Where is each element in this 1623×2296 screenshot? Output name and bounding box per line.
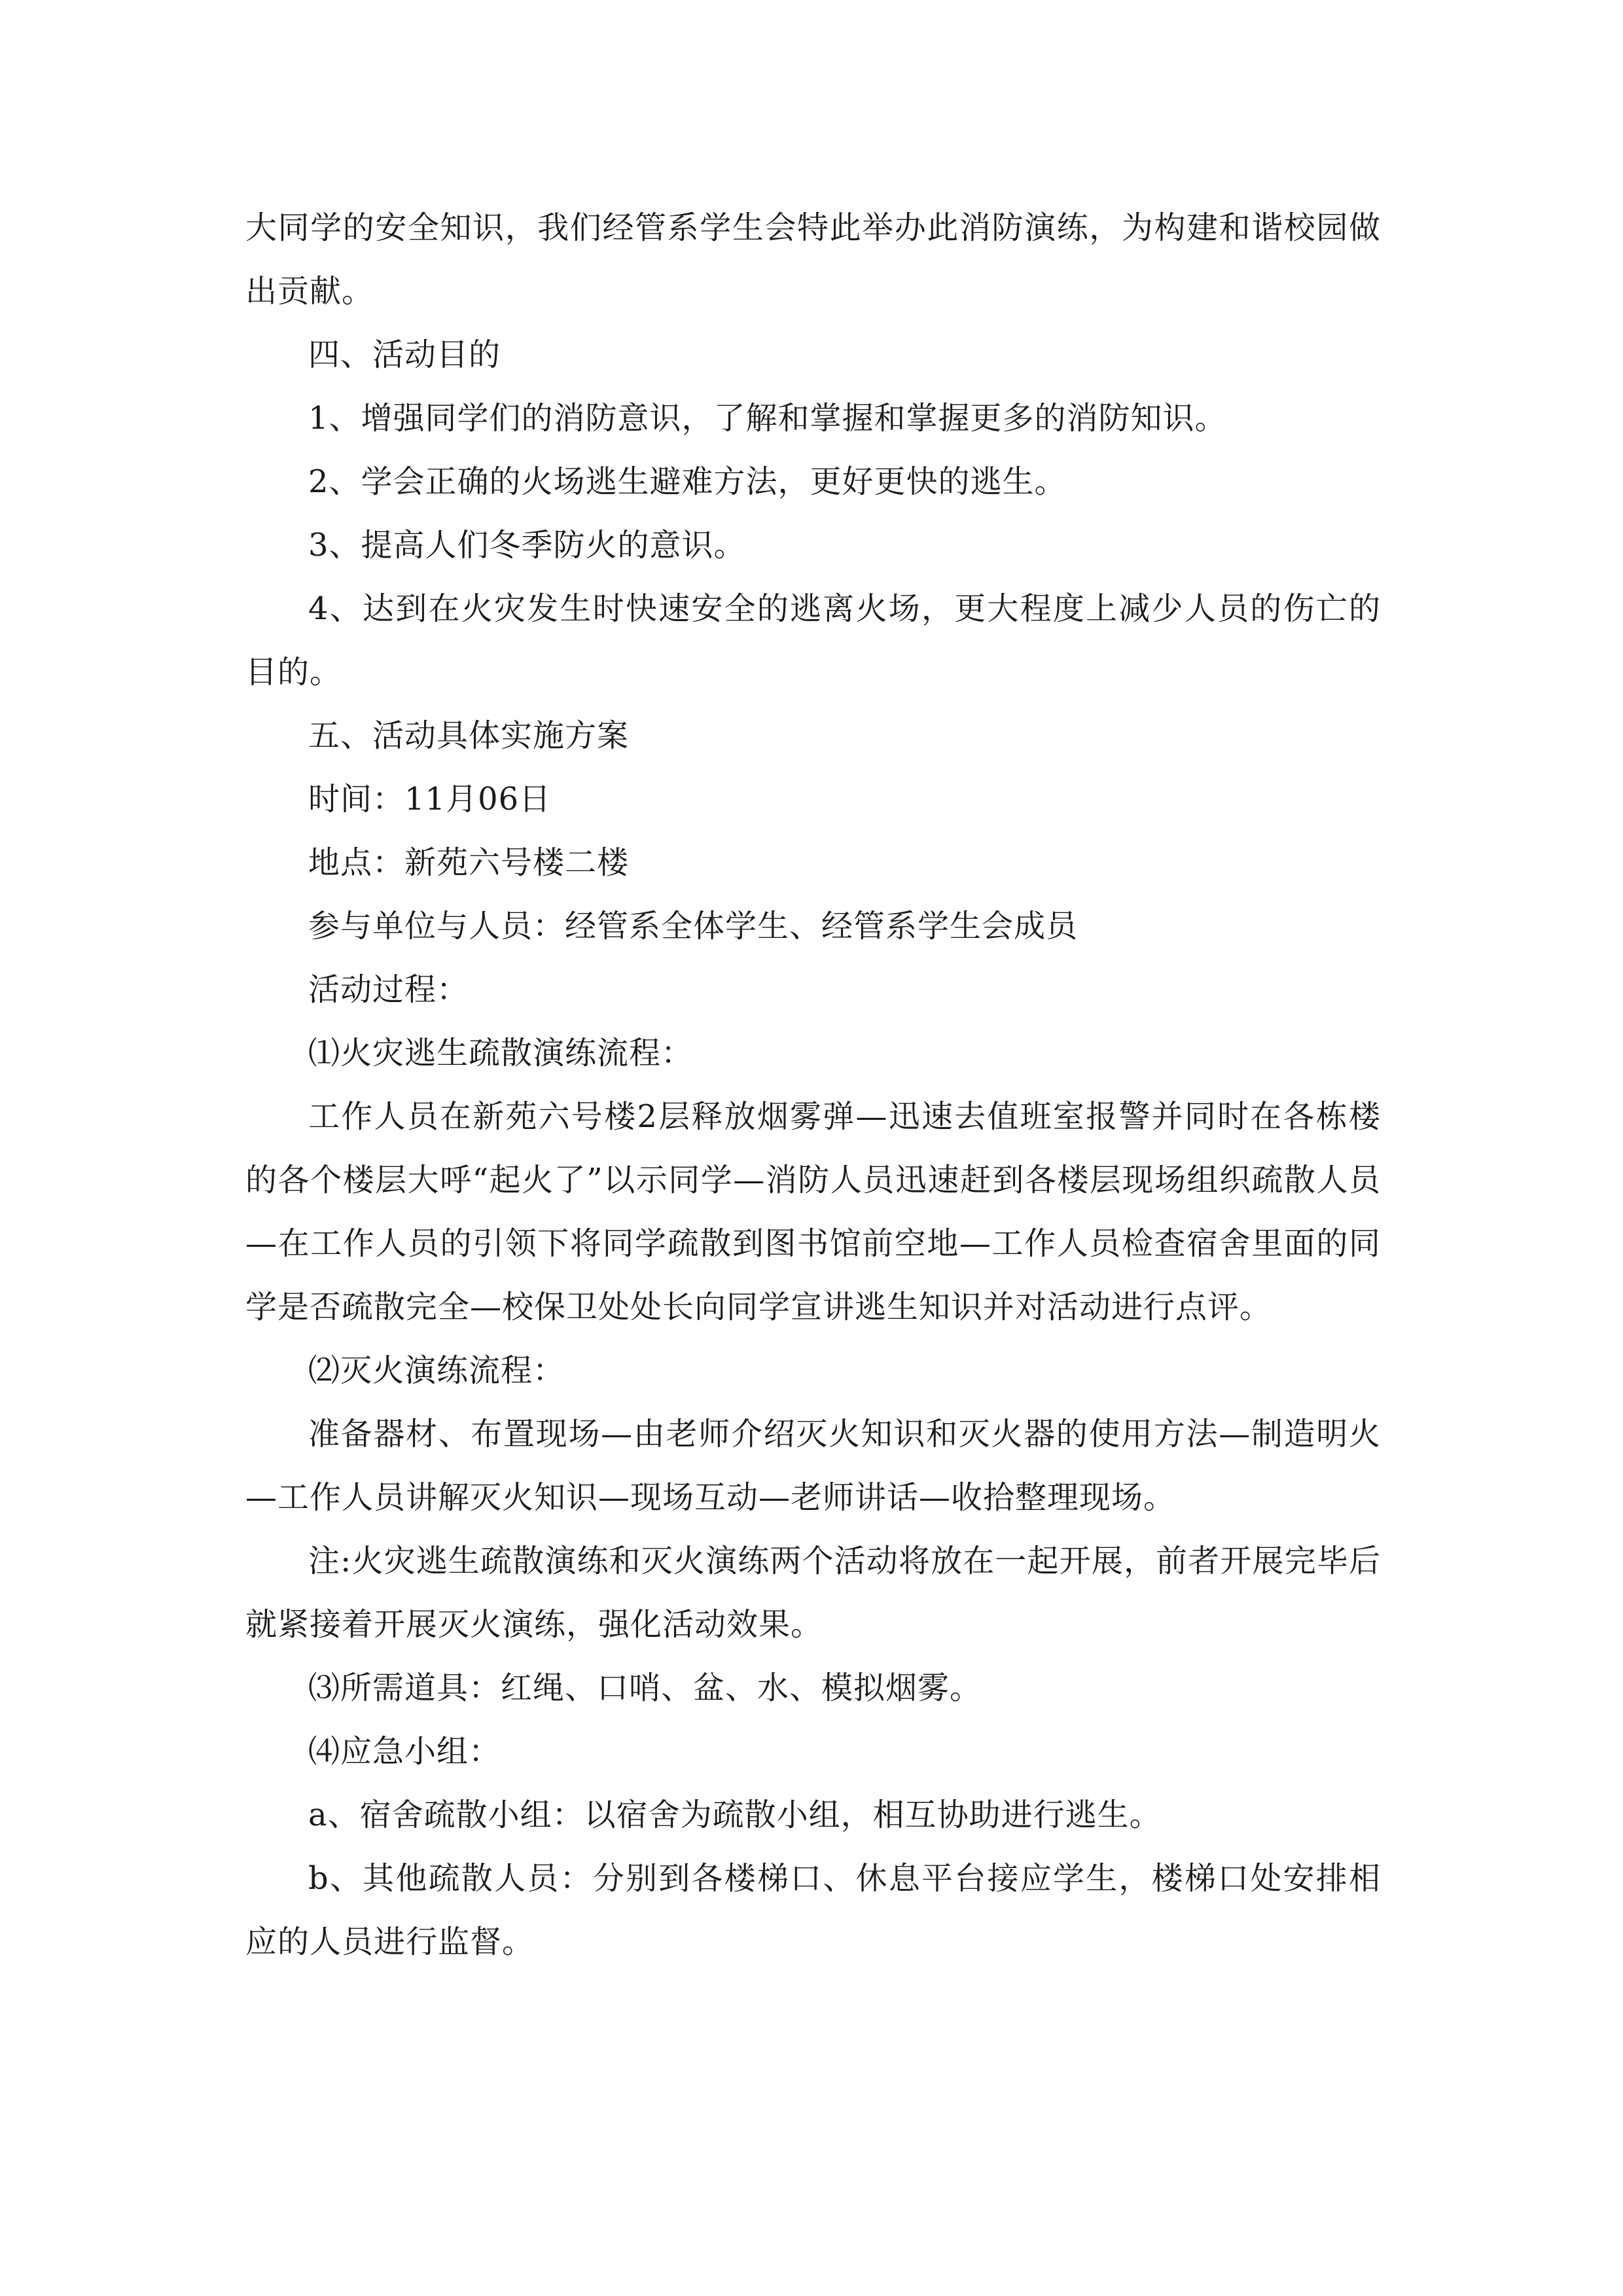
paragraph-intro-continuation: 大同学的安全知识，我们经管系学生会特此举办此消防演练，为构建和谐校园做出贡献。 (245, 209, 1381, 310)
goal-item-2: 2、学会正确的火场逃生避难方法，更好更快的逃生。 (308, 463, 1067, 500)
emergency-team-heading: ⑷应急小组： (308, 1733, 501, 1770)
goal-item-4: 4、达到在火灾发生时快速安全的逃离火场，更大程度上减少人员的伤亡的目的。 (245, 590, 1381, 691)
drill-note: 注:火灾逃生疏散演练和灭火演练两个活动将放在一起开展，前者开展完毕后就紧接着开展灭火演练，强化活动效果。 (245, 1543, 1381, 1643)
extinguish-drill-steps: 准备器材、布置现场—由老师介绍灭火知识和灭火器的使用方法—制造明火—工作人员讲解灭火知识—现场互动—老师讲话—收拾整理现场。 (245, 1416, 1381, 1516)
plan-process-label: 活动过程： (308, 971, 469, 1008)
heading-activity-goals: 四、活动目的 (308, 336, 501, 373)
emergency-team-item-b: b、其他疏散人员：分别到各楼梯口、休息平台接应学生，楼梯口处安排相应的人员进行监督。 (245, 1860, 1381, 1960)
evacuation-drill-heading: ⑴火灾逃生疏散演练流程： (308, 1035, 694, 1071)
extinguish-drill-heading: ⑵灭火演练流程： (308, 1352, 565, 1389)
goal-item-3: 3、提高人们冬季防火的意识。 (308, 527, 746, 564)
plan-location: 地点：新苑六号楼二楼 (308, 844, 630, 881)
emergency-team-item-a: a、宿舍疏散小组：以宿舍为疏散小组，相互协助进行逃生。 (308, 1797, 1162, 1833)
plan-participants: 参与单位与人员：经管系全体学生、经管系学生会成员 (308, 908, 1079, 944)
goal-item-1: 1、增强同学们的消防意识，了解和掌握和掌握更多的消防知识。 (308, 400, 1227, 437)
heading-implementation-plan: 五、活动具体实施方案 (308, 717, 630, 754)
plan-time: 时间：11月06日 (308, 781, 552, 817)
evacuation-drill-steps: 工作人员在新苑六号楼2层释放烟雾弹—迅速去值班室报警并同时在各栋楼的各个楼层大呼“起火了”以示同学—消防人员迅速赶到各楼层现场组织疏散人员—在工作人员的引领下将同学疏散到图书馆前空地—工作人员检查宿舍里面的同学是否疏散完全—校保卫处处长向同学宣讲逃生知识并对活动进行点评。 (245, 1098, 1381, 1325)
required-props: ⑶所需道具：红绳、口哨、盆、水、模拟烟雾。 (308, 1670, 982, 1706)
document-body (245, 196, 1381, 1974)
